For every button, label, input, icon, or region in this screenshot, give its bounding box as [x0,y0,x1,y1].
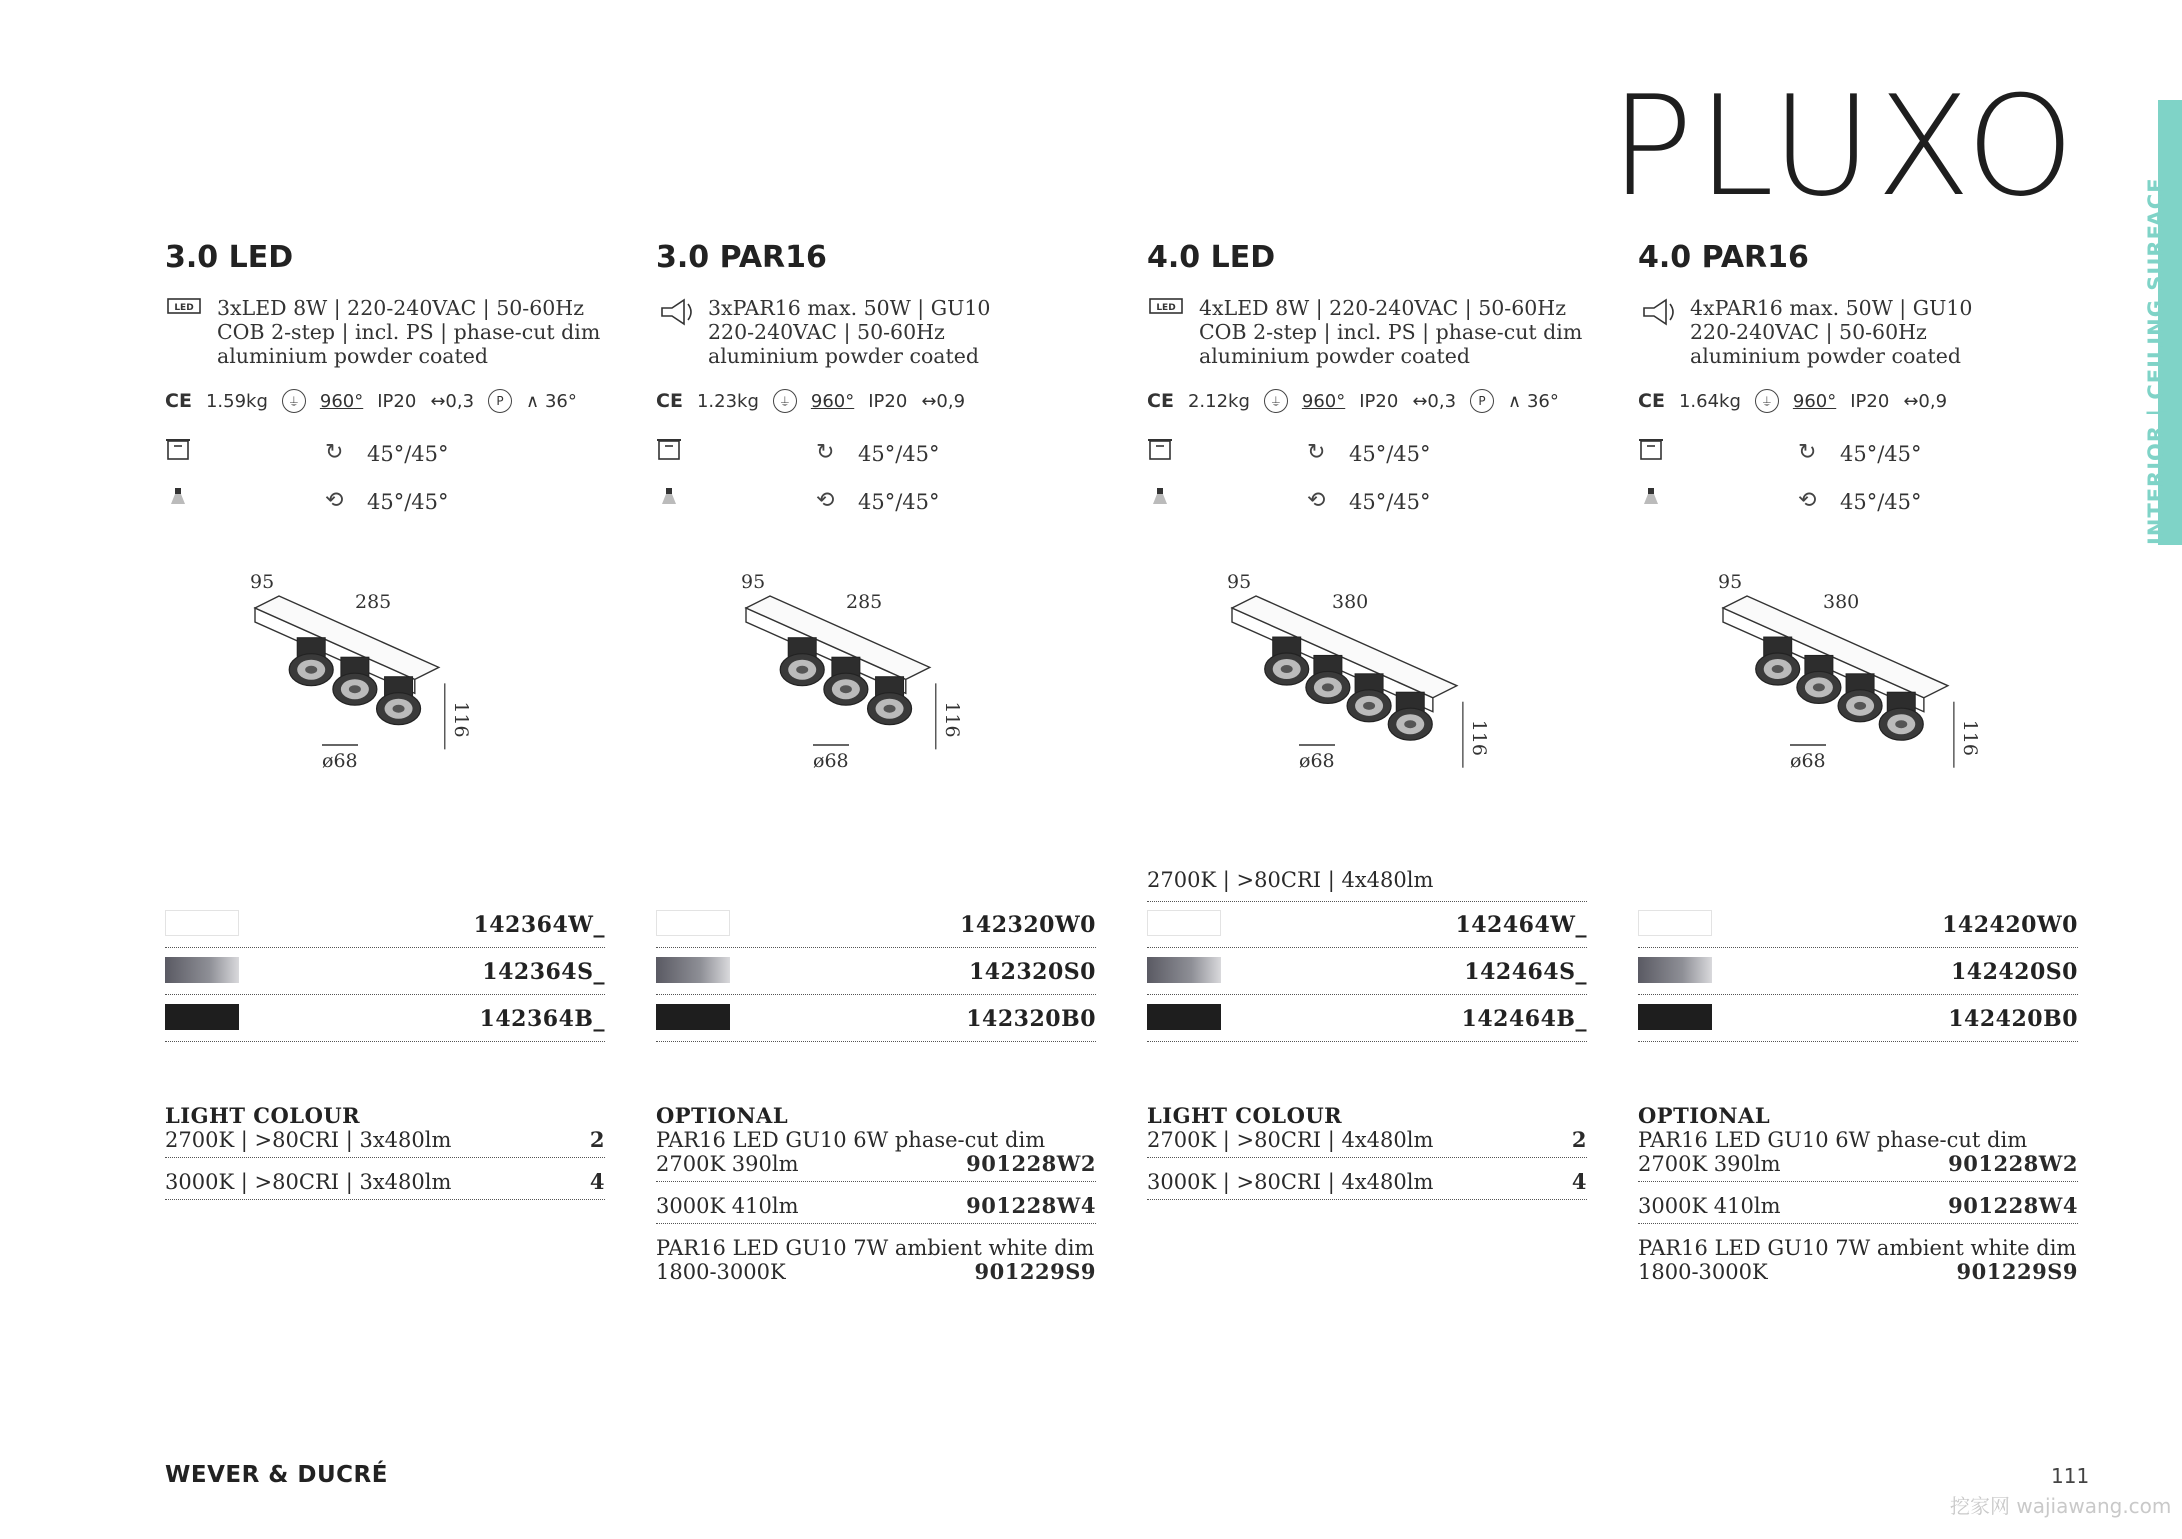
product-title: 3.0 PAR16 [656,240,827,275]
finish-swatch-black [1638,1004,1712,1030]
downlight-icon [1638,486,1664,510]
option-row [656,1194,1096,1224]
spec-line: aluminium powder coated [1199,344,1471,368]
option-code: 901228W4 [1948,1193,2078,1218]
adjustment-row [656,486,1096,518]
dimension-length: 285 [355,591,392,613]
adjustment-angle: 45°/45° [1840,442,1922,466]
technical-drawing [1212,550,1542,790]
adjustment-angle: 45°/45° [1349,490,1431,514]
option-description: 1800-3000K [1638,1260,1768,1284]
spec-line: 3xLED 8W | 220-240VAC | 50-60Hz [217,296,584,320]
option-row [1147,1170,1587,1200]
article-code: 142464B_ [1461,1006,1587,1032]
option-description: 3000K | >80CRI | 4x480lm [1147,1170,1434,1194]
dimension-height: 116 [449,701,472,738]
surface-mount-icon [165,438,191,466]
earth-class-icon: ⏚ [282,389,306,413]
spec-description [1690,296,1972,368]
min-distance: 0,3 [1427,390,1457,412]
beam-angle-icon: ∧ 36° [1508,390,1559,412]
spec-line: aluminium powder coated [708,344,980,368]
dimension-diameter: ø68 [322,750,358,772]
spec-line: 4xLED 8W | 220-240VAC | 50-60Hz [1199,296,1566,320]
svg-text:LED: LED [174,303,194,313]
downlight-icon [1147,486,1173,510]
option-row [656,1236,1096,1289]
min-distance: 0,9 [936,390,966,412]
article-code: 142320S0 [968,959,1096,985]
spec-line: aluminium powder coated [1690,344,1962,368]
article-code: 142420S0 [1950,959,2078,985]
finish-variant-row [165,996,605,1042]
dimension-width: 95 [1227,571,1252,593]
finish-swatch-silver [1147,957,1221,983]
finish-swatch-silver [165,957,239,983]
article-code: 142464S_ [1464,959,1587,985]
finish-swatch-black [165,1004,239,1030]
certification-row [165,386,577,416]
option-description: 2700K 390lm [656,1152,799,1176]
glow-wire-rating: 960° [810,390,855,412]
ce-mark: CE [656,390,683,412]
power-supply-icon: P [1470,389,1494,413]
weight: 1.59kg [205,390,268,412]
option-row [165,1128,605,1158]
spec-line: 220-240VAC | 50-60Hz [708,320,945,344]
distance-icon: ↔0,3 [1412,390,1457,412]
adjustment-row [1638,486,2078,518]
section-heading: OPTIONAL [1638,1103,1771,1128]
finish-swatch-white [1638,910,1712,936]
min-distance: 0,3 [445,390,475,412]
option-code: 4 [589,1169,605,1194]
par16-lamp-icon [658,298,698,330]
option-description: 3000K 410lm [656,1194,799,1218]
tilt-icon: ↻ [816,440,835,465]
article-code: 142464W_ [1455,912,1587,938]
ip-rating: IP20 [1359,390,1399,412]
article-code: 142320W0 [960,912,1096,938]
options-section [1147,1104,1587,1200]
min-distance: 0,9 [1918,390,1948,412]
option-row [165,1170,605,1200]
dimension-width: 95 [1718,571,1743,593]
ce-mark: CE [1638,390,1665,412]
product-title: 4.0 LED [1147,240,1276,275]
finish-swatch-white [165,910,239,936]
finish-variant-row [165,902,605,948]
downlight-icon [165,486,191,510]
article-code: 142364S_ [482,959,605,985]
option-description: 2700K 390lm [1638,1152,1781,1176]
article-code: 142320B0 [966,1006,1096,1032]
product-title: 3.0 LED [165,240,294,275]
dimension-diameter: ø68 [1790,750,1826,772]
option-description: 2700K | >80CRI | 4x480lm [1147,1128,1434,1152]
ip-rating: IP20 [868,390,908,412]
dimension-width: 95 [741,571,766,593]
options-section [1638,1104,2078,1289]
weight: 1.64kg [1678,390,1741,412]
earth-class-icon: ⏚ [1755,389,1779,413]
article-code: 142420W0 [1942,912,2078,938]
tilt-icon: ↻ [1798,440,1817,465]
option-row [1638,1194,2078,1224]
spec-description [1199,296,1582,368]
svg-text:LED: LED [1156,303,1176,313]
watermark: 挖家网 wajiawang.com [1950,1494,2172,1518]
technical-drawing [235,550,545,790]
adjustment-row [165,438,605,470]
finish-variant-row [656,996,1096,1042]
adjustment-row [1147,438,1587,470]
adjustment-row [656,438,1096,470]
spec-line: aluminium powder coated [217,344,489,368]
finish-variant-row [656,949,1096,995]
page-number: 111 [2051,1464,2090,1488]
tilt-icon: ↻ [325,440,344,465]
option-row [656,1128,1096,1182]
certification-row [1147,386,1559,416]
ce-mark: CE [165,390,192,412]
adjustment-angle: 45°/45° [858,442,940,466]
adjustment-angle: 45°/45° [1349,442,1431,466]
option-description: 1800-3000K [656,1260,786,1284]
options-section [165,1104,605,1200]
glow-wire-rating: 960° [1301,390,1346,412]
option-code: 901229S9 [974,1259,1096,1284]
option-code: 901229S9 [1956,1259,2078,1284]
distance-icon: ↔0,3 [430,390,475,412]
finish-swatch-silver [1638,957,1712,983]
glow-wire-rating: 960° [319,390,364,412]
spec-line: 3xPAR16 max. 50W | GU10 [708,296,991,320]
option-code: 2 [1571,1127,1587,1152]
option-row [1638,1128,2078,1182]
dimension-height: 116 [1467,719,1490,756]
page-title: PLUXO [1610,66,2079,227]
surface-mount-icon [1638,438,1664,466]
earth-class-icon: ⏚ [1264,389,1288,413]
glow-wire-rating: 960° [1792,390,1837,412]
option-description: 3000K | >80CRI | 3x480lm [165,1170,452,1194]
dimension-diameter: ø68 [1299,750,1335,772]
dimension-width: 95 [250,571,275,593]
dimension-diameter: ø68 [813,750,849,772]
finish-variant-row [656,902,1096,948]
finish-swatch-white [1147,910,1221,936]
finish-swatch-silver [656,957,730,983]
section-heading: LIGHT COLOUR [165,1103,361,1128]
beam-angle-icon: ∧ 36° [526,390,577,412]
spec-description [708,296,990,368]
option-code: 2 [589,1127,605,1152]
option-code: 4 [1571,1169,1587,1194]
distance-icon: ↔0,9 [1903,390,1948,412]
adjustment-row [1147,486,1587,518]
option-description: PAR16 LED GU10 6W phase-cut dim [656,1128,1046,1152]
adjustment-angle: 45°/45° [367,490,449,514]
finish-variant-row [165,949,605,995]
option-description: PAR16 LED GU10 7W ambient white dim [1638,1236,2077,1260]
certification-row [1638,386,1947,416]
section-heading: OPTIONAL [656,1103,789,1128]
finish-variant-row [1638,902,2078,948]
article-code: 142420B0 [1948,1006,2078,1032]
led-module-icon [1149,298,1183,318]
tilt-icon: ↻ [1307,440,1326,465]
option-row [1147,1128,1587,1158]
option-description: PAR16 LED GU10 7W ambient white dim [656,1236,1095,1260]
section-side-label: INTERIOR | CEILING SURFACE [2144,177,2168,545]
earth-class-icon: ⏚ [773,389,797,413]
beam-angle: 36° [1526,390,1559,412]
dimension-length: 380 [1332,591,1369,613]
weight: 2.12kg [1187,390,1250,412]
product-column [165,0,605,1539]
option-code: 901228W2 [1948,1151,2078,1176]
option-row [1638,1236,2078,1289]
finish-variant-row [1638,996,2078,1042]
power-supply-icon: P [488,389,512,413]
option-code: 901228W2 [966,1151,1096,1176]
par16-lamp-icon [1640,298,1680,330]
rotate-icon: ⟲ [325,488,344,513]
spec-description [217,296,600,368]
finish-swatch-white [656,910,730,936]
spec-line: COB 2-step | incl. PS | phase-cut dim [217,320,601,344]
surface-mount-icon [656,438,682,466]
dimension-length: 285 [846,591,883,613]
finish-variant-row [1147,949,1587,995]
article-code: 142364W_ [473,912,605,938]
rotate-icon: ⟲ [1798,488,1817,513]
finish-swatch-black [656,1004,730,1030]
product-column [1638,0,2078,1539]
technical-drawing [1703,550,2033,790]
weight: 1.23kg [696,390,759,412]
adjustment-angle: 45°/45° [1840,490,1922,514]
rotate-icon: ⟲ [816,488,835,513]
adjustment-angle: 45°/45° [367,442,449,466]
dimension-length: 380 [1823,591,1860,613]
article-code: 142364B_ [479,1006,605,1032]
finish-variant-row [1147,996,1587,1042]
product-column [656,0,1096,1539]
footer-brand: WEVER & DUCRÉ [165,1462,388,1488]
product-title: 4.0 PAR16 [1638,240,1809,275]
finish-swatch-black [1147,1004,1221,1030]
option-description: 2700K | >80CRI | 3x480lm [165,1128,452,1152]
product-column [1147,0,1587,1539]
beam-angle: 36° [544,390,577,412]
rotate-icon: ⟲ [1307,488,1326,513]
option-description: PAR16 LED GU10 6W phase-cut dim [1638,1128,2028,1152]
dimension-height: 116 [1958,719,1981,756]
option-code: 901228W4 [966,1193,1096,1218]
dimension-height: 116 [940,701,963,738]
finish-variant-row [1638,949,2078,995]
adjustment-row [165,486,605,518]
ce-mark: CE [1147,390,1174,412]
ip-rating: IP20 [377,390,417,412]
surface-mount-icon [1147,438,1173,466]
distance-icon: ↔0,9 [921,390,966,412]
section-heading: LIGHT COLOUR [1147,1103,1343,1128]
light-colour-spec: 2700K | >80CRI | 4x480lm [1147,868,1587,902]
adjustment-angle: 45°/45° [858,490,940,514]
adjustment-row [1638,438,2078,470]
option-description: 3000K 410lm [1638,1194,1781,1218]
finish-variant-row [1147,902,1587,948]
options-section [656,1104,1096,1289]
ip-rating: IP20 [1850,390,1890,412]
spec-line: 220-240VAC | 50-60Hz [1690,320,1927,344]
certification-row [656,386,965,416]
technical-drawing [726,550,1036,790]
spec-line: 4xPAR16 max. 50W | GU10 [1690,296,1973,320]
downlight-icon [656,486,682,510]
led-module-icon [167,298,201,318]
spec-line: COB 2-step | incl. PS | phase-cut dim [1199,320,1583,344]
